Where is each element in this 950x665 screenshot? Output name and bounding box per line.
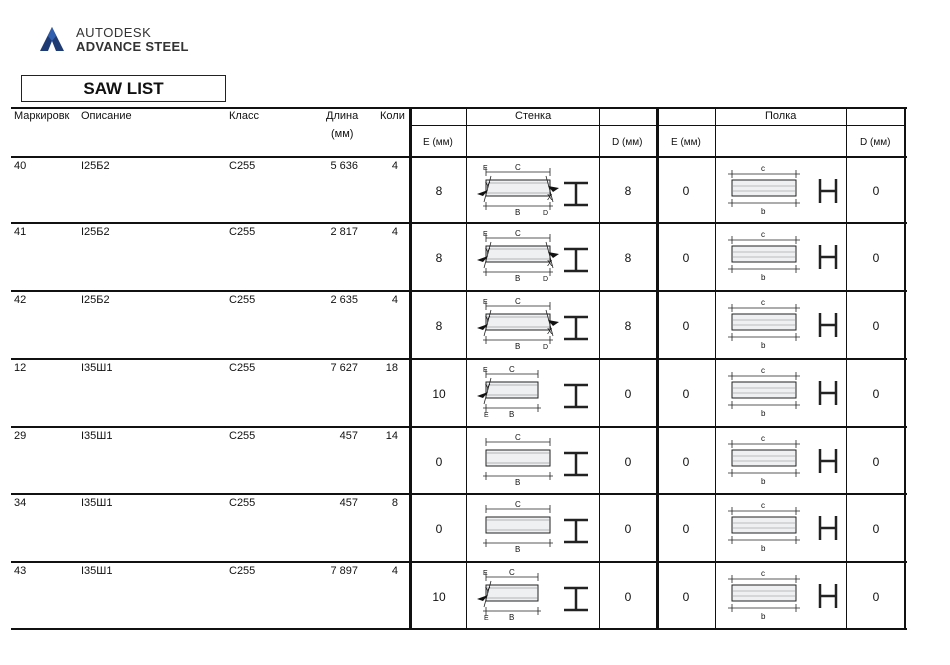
dim-c-label: c	[761, 366, 765, 375]
row-length: 2 817	[330, 226, 358, 238]
flange-cut-sketch	[716, 229, 844, 285]
col-header-flange-d: D (мм)	[860, 137, 891, 148]
header-bottom-border	[11, 156, 907, 158]
row-description: I35Ш1	[81, 565, 113, 577]
i-section-icon	[564, 385, 588, 407]
dim-c-label: C	[509, 365, 515, 374]
brand-line2: ADVANCE STEEL	[76, 39, 189, 54]
col-header-mark: Маркировк	[14, 110, 70, 122]
flange-profile	[732, 180, 796, 196]
angle-y-label: Y	[485, 383, 491, 392]
dim-c-label: c	[761, 230, 765, 239]
beam-profile	[486, 180, 550, 196]
row-description: I35Ш1	[81, 362, 113, 374]
row-web-e: 10	[432, 387, 446, 401]
row-bottom-border	[11, 493, 907, 495]
row-flange-d: 0	[872, 454, 880, 469]
web-cut-sketch	[469, 162, 599, 220]
dim-b-label: b	[761, 341, 766, 350]
web-cut-sketch	[469, 432, 599, 490]
row-description: I25Б2	[81, 160, 110, 172]
row-bottom-border	[11, 426, 907, 428]
row-class: C255	[229, 294, 256, 306]
angle-x-label: X	[547, 327, 553, 336]
dim-c-label: C	[509, 568, 515, 577]
dim-b-label: B	[515, 545, 521, 554]
h-section-icon	[820, 313, 836, 337]
col-header-web-e: E (мм)	[423, 137, 453, 148]
row-quantity: 8	[391, 497, 398, 509]
web-cut-sketch	[469, 499, 599, 557]
row-mark: 12	[14, 362, 27, 374]
dim-d-label: D	[543, 344, 549, 351]
row-bottom-border	[11, 290, 907, 292]
angle-y-label: Y	[485, 586, 491, 595]
row-web-d: 0	[624, 589, 632, 604]
row-quantity: 14	[385, 430, 398, 442]
row-class: C255	[229, 565, 256, 577]
row-web-e: 0	[435, 522, 443, 536]
i-section-icon	[564, 317, 588, 339]
row-web-e: 10	[432, 589, 446, 604]
dim-c-label: C	[515, 163, 521, 172]
row-mark: 29	[14, 430, 27, 442]
flange-cut-sketch	[716, 500, 844, 556]
dim-b-label: B	[515, 478, 521, 487]
row-flange-d: 0	[872, 589, 880, 604]
row-web-e: 8	[435, 319, 443, 333]
row-flange-e: 0	[682, 251, 690, 265]
web-header-divider	[410, 125, 657, 126]
col-header-web: Стенка	[515, 110, 552, 122]
brand-line1: AUTODESK	[76, 25, 152, 40]
row-description: I25Б2	[81, 294, 110, 306]
dim-b-label: b	[761, 409, 766, 418]
dim-c-label: c	[761, 298, 765, 307]
col-header-flange: Полка	[765, 110, 797, 122]
flange-cut-sketch	[716, 163, 844, 219]
flange-sketch-right-border	[846, 107, 847, 630]
row-length: 457	[339, 497, 358, 509]
flange-profile	[732, 517, 796, 533]
beam-profile	[486, 382, 538, 398]
row-flange-e: 0	[682, 319, 690, 333]
i-section-icon	[564, 520, 588, 542]
dim-b-label: b	[761, 544, 766, 553]
row-mark: 43	[14, 565, 27, 577]
row-description: I35Ш1	[81, 497, 113, 509]
row-class: C255	[229, 497, 256, 509]
dim-c-label: c	[761, 164, 765, 173]
h-section-icon	[820, 179, 836, 203]
row-flange-d: 0	[872, 522, 880, 536]
dim-c-label: C	[515, 297, 521, 306]
dim-c-label: C	[515, 500, 521, 509]
row-web-e: 8	[435, 184, 443, 198]
row-class: C255	[229, 430, 256, 442]
beam-profile	[486, 517, 550, 533]
row-quantity: 4	[391, 565, 398, 577]
row-quantity: 4	[391, 294, 398, 306]
row-web-d: 8	[624, 251, 632, 265]
row-quantity: 18	[385, 362, 398, 374]
dim-c-label: C	[515, 229, 521, 238]
beam-profile	[486, 314, 550, 330]
table-top-border	[11, 107, 907, 109]
h-section-icon	[820, 449, 836, 473]
angle-y-label: Y	[485, 247, 491, 256]
flange-cut-sketch	[716, 365, 844, 421]
row-class: C255	[229, 362, 256, 374]
i-section-icon	[564, 183, 588, 205]
row-length: 457	[339, 430, 358, 442]
i-section-icon	[564, 588, 588, 610]
flange-header-divider	[657, 125, 906, 126]
flange-cut-sketch	[716, 433, 844, 489]
row-mark: 42	[14, 294, 27, 306]
dim-b-label: B	[515, 342, 521, 351]
col-header-length: Длина	[326, 110, 359, 122]
dim-e-label: E	[484, 615, 489, 622]
row-bottom-border	[11, 628, 907, 630]
row-web-d: 0	[624, 387, 632, 401]
beam-profile	[486, 450, 550, 466]
row-mark: 34	[14, 497, 27, 509]
angle-y-label: Y	[485, 315, 491, 324]
row-length: 2 635	[330, 294, 358, 306]
row-quantity: 4	[391, 160, 398, 172]
flange-profile	[732, 382, 796, 398]
col-header-web-d: D (мм)	[612, 137, 643, 148]
dim-d-label: D	[543, 210, 549, 217]
h-section-icon	[820, 516, 836, 540]
flange-cut-sketch	[716, 297, 844, 353]
row-quantity: 4	[391, 226, 398, 238]
row-mark: 41	[14, 226, 27, 238]
dim-b-label: b	[761, 612, 766, 621]
dim-b-label: B	[509, 613, 515, 622]
flange-profile	[732, 585, 796, 601]
row-flange-e: 0	[682, 454, 690, 469]
col-header-length-unit: (мм)	[331, 128, 354, 140]
row-flange-d: 0	[872, 387, 880, 401]
web-cut-sketch	[469, 364, 599, 422]
row-bottom-border	[11, 561, 907, 563]
dim-c-label: c	[761, 569, 765, 578]
web-cut-sketch	[469, 567, 599, 625]
row-web-d: 0	[624, 522, 632, 536]
dim-e-label: E	[483, 231, 488, 238]
dim-b-label: b	[761, 207, 766, 216]
row-length: 7 627	[330, 362, 358, 374]
col-header-desc: Описание	[81, 110, 132, 122]
col-header-qty: Коли	[380, 110, 405, 122]
row-mark: 40	[14, 160, 27, 172]
flange-profile	[732, 450, 796, 466]
beam-profile	[486, 585, 538, 601]
row-bottom-border	[11, 358, 907, 360]
row-description: I25Б2	[81, 226, 110, 238]
row-web-d: 8	[624, 184, 632, 198]
row-web-d: 0	[624, 454, 632, 469]
row-length: 7 897	[330, 565, 358, 577]
i-section-icon	[564, 249, 588, 271]
row-flange-e: 0	[682, 184, 690, 198]
dim-c-label: C	[515, 433, 521, 442]
dim-e-label: E	[484, 412, 489, 419]
dim-d-label: D	[543, 276, 549, 283]
row-web-e: 8	[435, 251, 443, 265]
autodesk-a-icon	[40, 27, 64, 51]
dim-b-label: B	[509, 410, 515, 419]
col-header-flange-e: E (мм)	[671, 137, 701, 148]
h-section-icon	[820, 381, 836, 405]
col-header-class: Класс	[229, 110, 259, 122]
dim-c-label: c	[761, 434, 765, 443]
angle-x-label: X	[547, 259, 553, 268]
web-cut-sketch	[469, 296, 599, 354]
autodesk-logo	[40, 25, 200, 57]
row-class: C255	[229, 226, 256, 238]
row-length: 5 636	[330, 160, 358, 172]
dim-b-label: B	[515, 274, 521, 283]
dim-e-label: E	[483, 299, 488, 306]
row-flange-d: 0	[872, 319, 880, 333]
i-section-icon	[564, 453, 588, 475]
table-right-border	[904, 107, 906, 630]
row-flange-d: 0	[872, 251, 880, 265]
dim-e-label: E	[483, 367, 488, 374]
row-web-d: 8	[624, 319, 632, 333]
row-bottom-border	[11, 222, 907, 224]
angle-x-label: X	[547, 193, 553, 202]
dim-e-label: E	[483, 165, 488, 172]
row-flange-e: 0	[682, 387, 690, 401]
row-class: C255	[229, 160, 256, 172]
beam-profile	[486, 246, 550, 262]
h-section-icon	[820, 584, 836, 608]
row-description: I35Ш1	[81, 430, 113, 442]
row-flange-e: 0	[682, 589, 690, 604]
h-section-icon	[820, 245, 836, 269]
dim-e-label: E	[483, 570, 488, 577]
report-title: SAW LIST	[21, 75, 226, 102]
flange-profile	[732, 246, 796, 262]
row-flange-d: 0	[872, 184, 880, 198]
row-flange-e: 0	[682, 522, 690, 536]
flange-profile	[732, 314, 796, 330]
dim-b-label: B	[515, 208, 521, 217]
dim-c-label: c	[761, 501, 765, 510]
flange-cut-sketch	[716, 568, 844, 624]
dim-b-label: b	[761, 477, 766, 486]
angle-y-label: Y	[485, 181, 491, 190]
row-web-e: 0	[435, 454, 443, 469]
web-cut-sketch	[469, 228, 599, 286]
dim-b-label: b	[761, 273, 766, 282]
